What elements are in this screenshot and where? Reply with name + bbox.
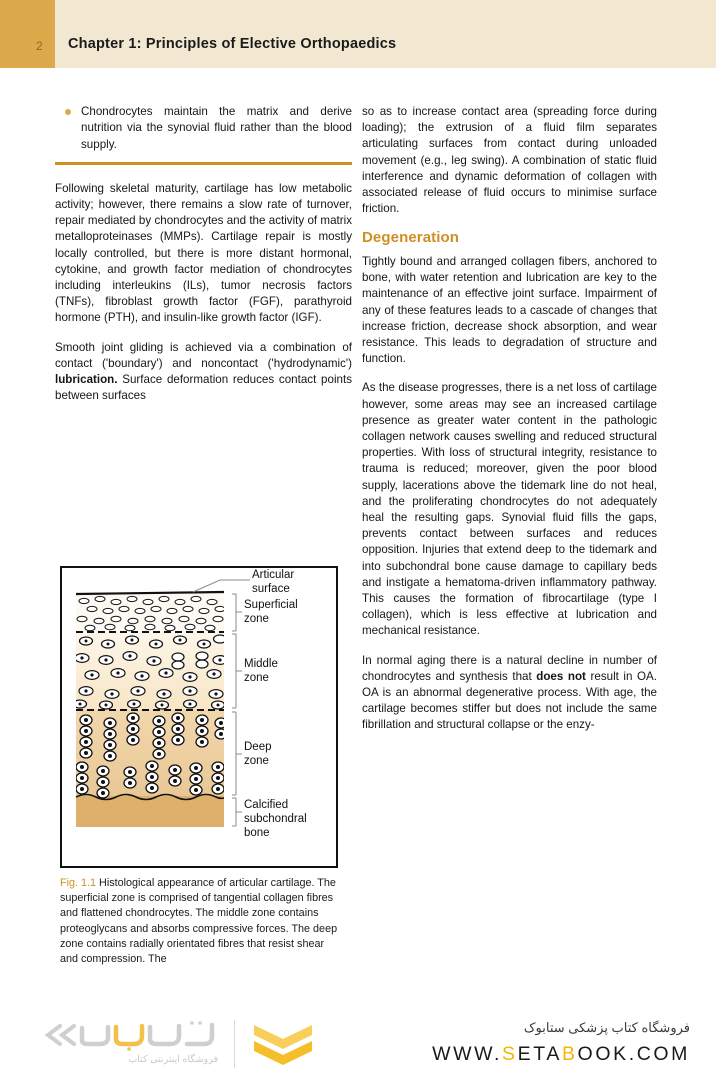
callout-bullet-item	[55, 104, 352, 153]
left-text-column	[55, 104, 352, 404]
figure-number-label: Fig. 1.1	[60, 877, 97, 889]
right-paragraph-aging-post: result in OA. OA is an abnormal degenerative process. With age, the cartilage becomes stiffer but does not include the same fibrillation and structural collapse or the enzy-	[362, 669, 658, 732]
figure-1-1	[60, 566, 340, 967]
left-paragraph-2-bold: lubrication.	[55, 372, 118, 386]
left-paragraph-2	[55, 340, 352, 405]
cartilage-histology-diagram	[62, 568, 336, 866]
right-column-page-crop-fade	[362, 990, 662, 1010]
bullet-dot-icon	[65, 109, 71, 115]
label-calcified-bone-line2: subchondral	[244, 813, 307, 825]
left-column-page-crop-fade	[55, 990, 355, 1010]
figure-zone-labels	[244, 569, 307, 839]
callout-bullet-text: Chondrocytes maintain the matrix and derive nutrition via the synovial fluid rather than the blood supply.	[81, 105, 352, 151]
brand-persian-tagline: فروشگاه اینترنتی کتاب	[128, 1054, 218, 1065]
label-middle-zone-line1: Middle	[244, 658, 278, 670]
label-superficial-zone-line2: zone	[244, 613, 269, 625]
setabook-logo[interactable]	[38, 1016, 318, 1074]
url-part-s: S	[502, 1043, 518, 1065]
figure-frame	[60, 566, 338, 868]
label-deep-zone-line1: Deep	[244, 741, 272, 753]
left-paragraph-1: Following skeletal maturity, cartilage has low metabolic activity; however, there remains a slow rate of turnover, repair mediated by chondrocytes and the activity of matrix metalloproteinases (MMPs). Cartilage repair is mostly locally controlled, but there is more distant hormonal, cytokine, and growth factor mediation of chondrocytes including interleukins (ILs), tumor necrosis factors (TNFs), fibroblast growth factor (FGF), parathyroid hormone (PTH), and insulin-like growth factor (IGF).	[55, 181, 352, 325]
url-part-ookcom: OOK.COM	[577, 1043, 690, 1065]
left-paragraph-2-post: Surface deformation reduces contact points between surfaces	[55, 372, 352, 403]
label-deep-zone-line2: zone	[244, 755, 269, 767]
page-header-band	[0, 0, 716, 68]
right-paragraph-2: As the disease progresses, there is a net loss of cartilage however, some areas may see an increased cartilage presence as greater water content in the pathologic collagen network causes swelling and reduced structural properties. With loss of structural integrity, resistance to trauma is reduced; moreover, given the poor blood supply, lacerations above the tidemark line do not heal, and the proliferating chondrocytes do not adequately heal the resulting gaps. Synovial fluid fills the gaps, prevents contact between surfaces and reduces opposition. Injuries that extend deep to the tidemark and into subchondral bone cause damage to capillary beds and instigate a hematoma-driven inflammatory pathway. This causes the formation of fibrocartilage (type I collagen), which is less effective at lubrication and mechanical resistance.	[362, 381, 657, 638]
chapter-title: Chapter 1: Principles of Elective Orthopaedics	[68, 36, 397, 52]
label-articular-surface-line1: Articular	[252, 569, 295, 581]
label-calcified-bone-line3: bone	[244, 827, 270, 839]
footer-brand-text	[400, 1018, 690, 1066]
left-paragraph-2-pre: Smooth joint gliding is achieved via a combination of contact ('boundary') and noncontact ('hydrodynamic')	[55, 340, 352, 370]
footer-website-url[interactable]	[400, 1042, 690, 1066]
url-part-b: B	[561, 1043, 578, 1065]
url-part-www: WWW.	[432, 1043, 503, 1065]
section-heading-degeneration: Degeneration	[362, 229, 460, 247]
right-text-column	[362, 104, 657, 734]
right-paragraph-1: Tightly bound and arranged collagen fibers, anchored to bone, with water retention and lubrication are key to the maintenance of an effective joint surface. Impairment of any of these features leads to a cascade of changes that increase friction, decrease shock absorption, and wear resistance. This leads to degradation of structure and function.	[362, 254, 657, 366]
callout-divider-rule	[55, 162, 352, 165]
footer-watermark	[0, 1008, 716, 1079]
label-articular-surface-line2: surface	[252, 583, 290, 595]
right-paragraph-intro: so as to increase contact area (spreading force during loading); the extrusion of a fluid film separates articulating surfaces from contact during unloaded movement (e.g., leg swing). A combination of static fluid interference and dynamic deformation of collagen with associated release of fluid occurs to minimise surface friction.	[362, 105, 657, 216]
figure-caption	[60, 876, 345, 967]
label-middle-zone-line2: zone	[244, 672, 269, 684]
chevron-logo-icon	[250, 1021, 316, 1069]
label-calcified-bone-line1: Calcified	[244, 799, 289, 811]
header-accent-block	[0, 0, 55, 68]
right-paragraph-aging-pre: In normal aging there is a natural decline in number of chondrocytes and synthesis that	[362, 653, 657, 683]
figure-caption-text: Histological appearance of articular cartilage. The superficial zone is comprised of tangential collagen fibres and flattened chondrocytes. The middle zone contains proteoglycans and absorbs compressive forces. The deep zone contains radially orientated fibres that resist shear and compression. The	[60, 877, 338, 966]
key-points-callout	[55, 104, 352, 165]
page-number: 2	[36, 39, 43, 53]
right-paragraph-aging-bold: does not	[536, 669, 586, 683]
right-paragraph-aging	[362, 653, 657, 734]
brand-wordmark-wrap	[38, 1016, 218, 1074]
logo-divider	[234, 1020, 235, 1068]
footer-persian-tagline: فروشگاه کتاب پزشکی ستابوک	[523, 1020, 690, 1035]
label-superficial-zone-line1: Superficial	[244, 599, 298, 611]
brand-persian-wordmark-icon	[42, 1018, 218, 1054]
url-part-eta: ETA	[517, 1043, 562, 1065]
